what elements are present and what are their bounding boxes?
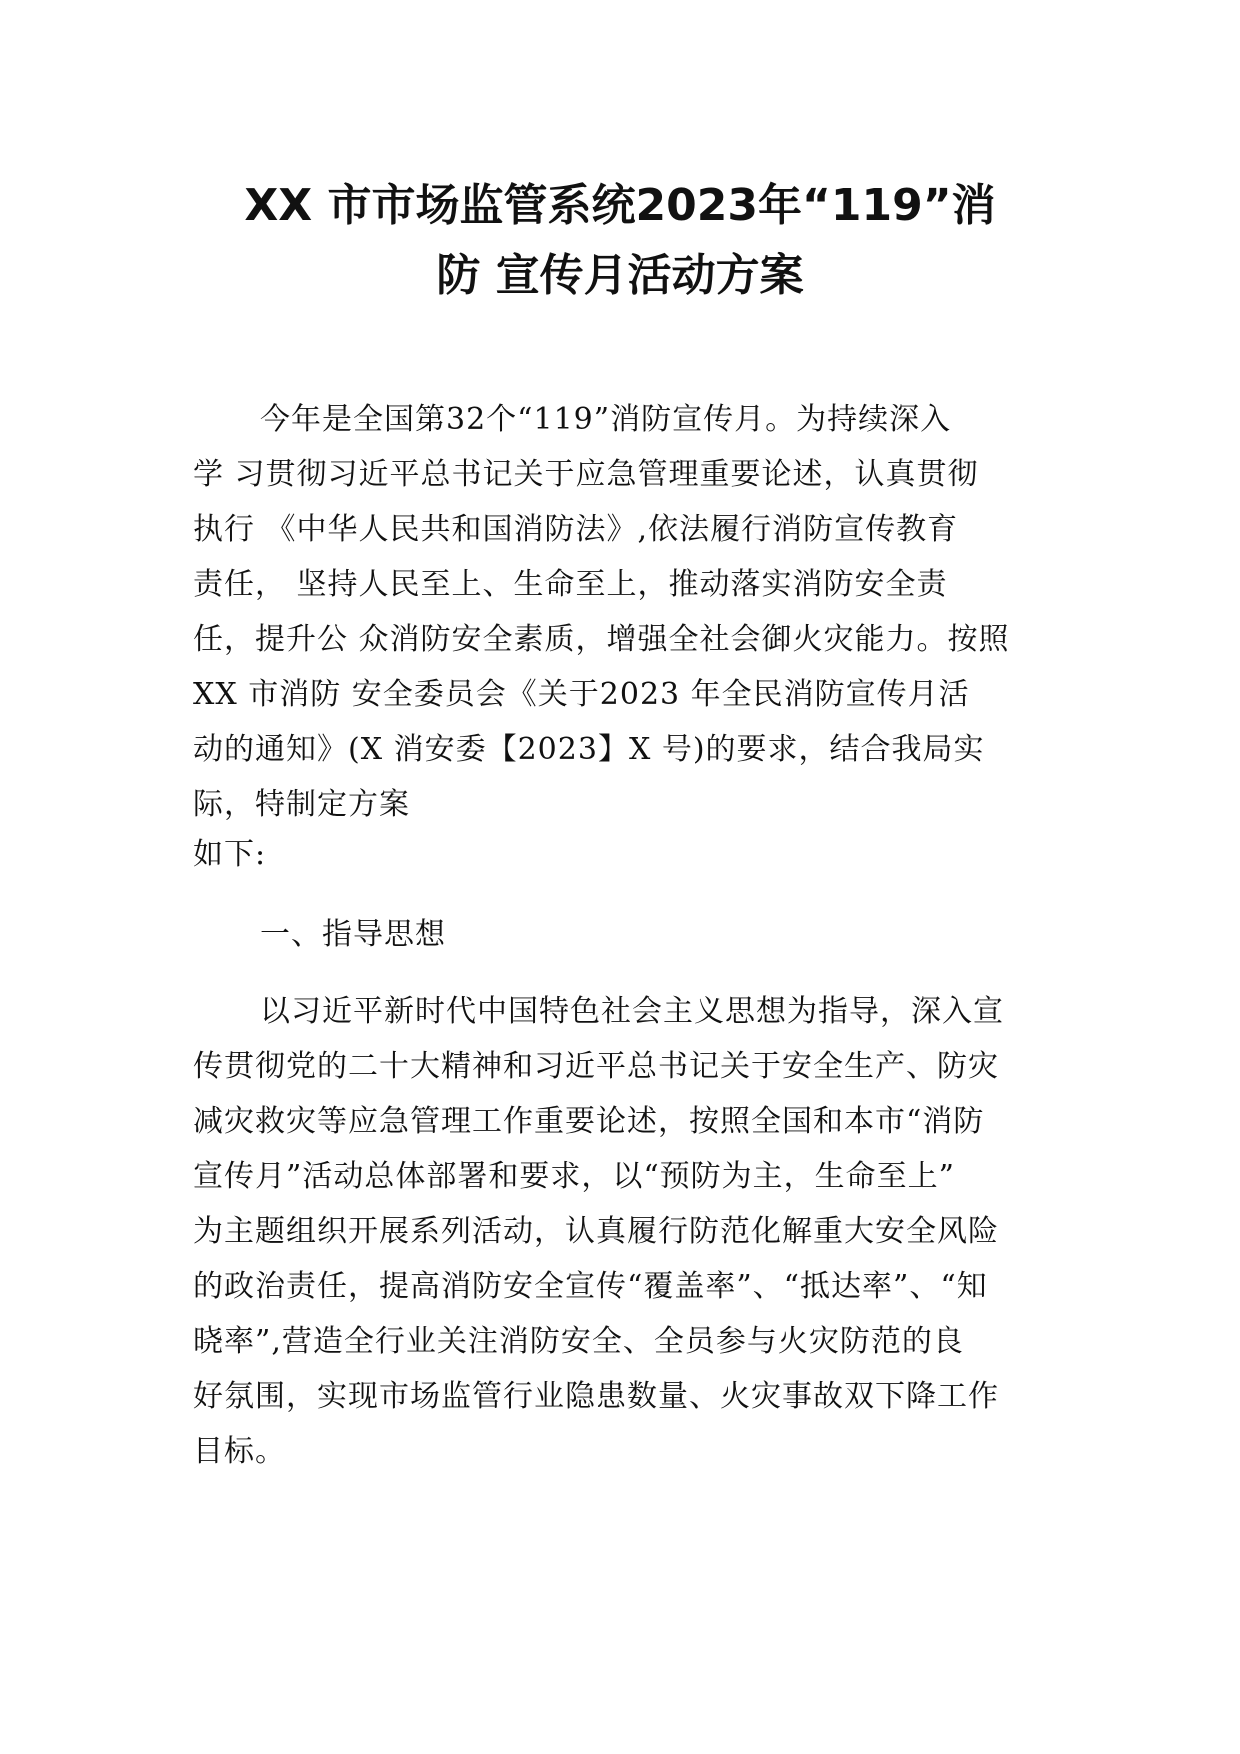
section1-line-3: 减灾救灾等应急管理工作重要论述，按照全国和本市“消防 [193,1104,985,1139]
intro-line-1: 今年是全国第32个“119”消防宣传月。为持续深入 [260,402,952,437]
document-title-line-1: XX 市市场监管系统2023年“119”消 [244,180,996,231]
section1-line-7: 晓率”,营造全行业关注消防安全、全员参与火灾防范的良 [193,1324,964,1359]
intro-line-8: 际，特制定方案 [193,787,410,822]
section1-line-9: 目标。 [193,1434,286,1469]
section1-line-1: 以习近平新时代中国特色社会主义思想为指导，深入宣 [260,994,1004,1029]
section-heading-guiding-thought: 一、指导思想 [260,917,446,952]
section1-line-8: 好氛围，实现市场监管行业隐患数量、火灾事故双下降工作 [193,1379,999,1414]
intro-line-9: 如下: [193,837,267,872]
intro-line-3: 执行 《中华人民共和国消防法》,依法履行消防宣传教育 [193,512,959,547]
section1-line-4: 宣传月”活动总体部署和要求，以“预防为主，生命至上” [193,1159,956,1194]
section1-line-6: 的政治责任，提高消防安全宣传“覆盖率”、“抵达率”、“知 [193,1269,988,1304]
intro-line-6: XX 市消防 安全委员会《关于2023 年全民消防宣传月活 [193,677,970,712]
intro-line-2: 学 习贯彻习近平总书记关于应急管理重要论述，认真贯彻 [193,457,979,492]
intro-line-7: 动的通知》(X 消安委【2023】X 号)的要求，结合我局实 [193,732,985,767]
intro-line-5: 任，提升公 众消防安全素质，增强全社会御火灾能力。按照 [193,622,1010,657]
intro-line-4: 责任， 坚持人民至上、生命至上，推动落实消防安全责 [193,567,948,602]
section1-line-5: 为主题组织开展系列活动，认真履行防范化解重大安全风险 [193,1214,999,1249]
section1-line-2: 传贯彻党的二十大精神和习近平总书记关于安全生产、防灾 [193,1049,999,1084]
document-title-line-2: 防 宣传月活动方案 [436,250,804,301]
